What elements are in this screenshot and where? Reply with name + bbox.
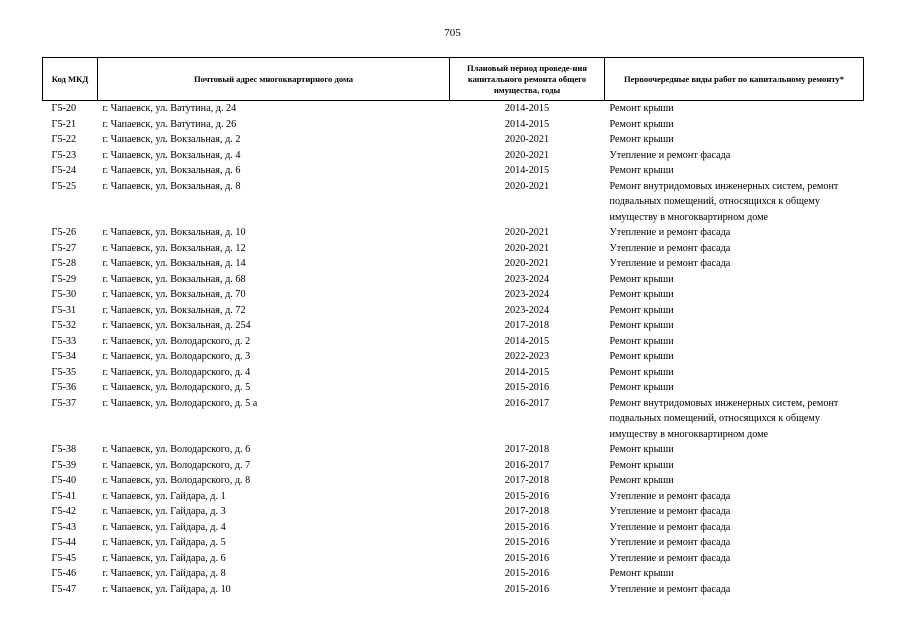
- header-address: Почтовый адрес многоквартирного дома: [98, 58, 450, 101]
- cell-works: Утепление и ремонт фасада: [609, 242, 731, 254]
- cell-address: г. Чапаевск, ул. Володарского, д. 7: [102, 459, 251, 471]
- cell-address: г. Чапаевск, ул. Вокзальная, д. 12: [102, 242, 246, 254]
- table-row: [43, 287, 864, 303]
- cell-period: 2022-2023: [504, 351, 550, 362]
- cell-period: 2017-2018: [504, 475, 550, 486]
- table-body: [43, 101, 864, 598]
- table-row: [43, 272, 864, 288]
- cell-works: Утепление и ремонт фасада: [609, 149, 731, 161]
- cell-address: г. Чапаевск, ул. Володарского, д. 5 а: [102, 397, 258, 409]
- table-row: [43, 520, 864, 536]
- cell-period: 2014-2015: [504, 335, 550, 347]
- cell-code: Г5-20: [51, 103, 77, 114]
- cell-period: 2014-2015: [504, 118, 550, 130]
- table-row: [43, 101, 864, 117]
- cell-period: 2015-2016: [504, 583, 550, 595]
- cell-period: 2020-2021: [504, 242, 550, 254]
- cell-code: Г5-27: [51, 242, 77, 254]
- cell-works: Ремонт внутридомовых инженерных систем, ремонт подвальных помещений, относящихся к общему имуществу в многоквартирном доме: [609, 397, 839, 440]
- cell-works: Утепление и ремонт фасада: [609, 537, 731, 548]
- cell-works: Ремонт крыши: [609, 382, 674, 393]
- cell-works: Ремонт крыши: [609, 351, 674, 362]
- cell-works: Ремонт крыши: [609, 459, 674, 471]
- cell-address: г. Чапаевск, ул. Гайдара, д. 8: [102, 568, 226, 579]
- cell-address: г. Чапаевск, ул. Гайдара, д. 5: [102, 537, 226, 548]
- cell-code: Г5-28: [51, 258, 77, 269]
- cell-period: 2014-2015: [504, 366, 550, 378]
- cell-works: Ремонт крыши: [609, 273, 674, 285]
- cell-address: г. Чапаевск, ул. Вокзальная, д. 8: [102, 180, 241, 192]
- cell-code: Г5-34: [51, 351, 77, 362]
- cell-works: Утепление и ремонт фасада: [609, 521, 731, 533]
- cell-code: Г5-47: [51, 583, 77, 595]
- cell-period: 2020-2021: [504, 134, 550, 145]
- header-works: Первоочередные виды работ по капитальному ремонту*: [605, 58, 864, 101]
- header-row: [43, 58, 864, 101]
- cell-code: Г5-41: [51, 490, 77, 502]
- cell-address: г. Чапаевск, ул. Вокзальная, д. 70: [102, 289, 246, 300]
- cell-address: г. Чапаевск, ул. Гайдара, д. 1: [102, 490, 226, 502]
- table-row: [43, 535, 864, 551]
- table-row: [43, 442, 864, 458]
- cell-code: Г5-37: [51, 397, 77, 409]
- cell-address: г. Чапаевск, ул. Володарского, д. 3: [102, 351, 251, 362]
- cell-code: Г5-38: [51, 444, 77, 455]
- cell-works: Ремонт крыши: [609, 118, 674, 130]
- cell-period: 2020-2021: [504, 258, 550, 269]
- table-row: [43, 396, 864, 443]
- cell-period: 2015-2016: [504, 490, 550, 502]
- cell-code: Г5-45: [51, 552, 77, 564]
- cell-code: Г5-40: [51, 475, 77, 486]
- cell-code: Г5-29: [51, 273, 77, 285]
- table-row: [43, 225, 864, 241]
- cell-period: 2020-2021: [504, 149, 550, 161]
- cell-code: Г5-42: [51, 506, 77, 517]
- cell-period: 2017-2018: [504, 506, 550, 517]
- table-header: [43, 58, 864, 101]
- cell-code: Г5-36: [51, 382, 77, 393]
- cell-code: Г5-30: [51, 289, 77, 300]
- cell-period: 2023-2024: [504, 289, 550, 300]
- table-row: [43, 241, 864, 257]
- cell-works: Ремонт крыши: [609, 289, 674, 300]
- cell-code: Г5-46: [51, 568, 77, 579]
- cell-works: Ремонт крыши: [609, 165, 674, 176]
- cell-code: Г5-24: [51, 165, 77, 176]
- cell-address: г. Чапаевск, ул. Володарского, д. 5: [102, 382, 251, 393]
- page-number: 705: [444, 27, 461, 39]
- cell-period: 2023-2024: [504, 304, 550, 316]
- table-row: [43, 365, 864, 381]
- table-row: [43, 163, 864, 179]
- cell-code: Г5-26: [51, 227, 77, 238]
- cell-address: г. Чапаевск, ул. Гайдара, д. 10: [102, 583, 231, 595]
- table-row: [43, 179, 864, 226]
- cell-works: Ремонт крыши: [609, 320, 674, 331]
- cell-address: г. Чапаевск, ул. Вокзальная, д. 14: [102, 258, 246, 269]
- cell-period: 2014-2015: [504, 165, 550, 176]
- cell-works: Ремонт крыши: [609, 568, 674, 579]
- repair-plan-table: [42, 57, 864, 597]
- cell-code: Г5-44: [51, 537, 77, 548]
- cell-address: г. Чапаевск, ул. Гайдара, д. 6: [102, 552, 226, 564]
- table-row: [43, 380, 864, 396]
- cell-period: 2020-2021: [504, 227, 550, 238]
- cell-works: Ремонт крыши: [609, 335, 674, 347]
- cell-works: Ремонт крыши: [609, 366, 674, 378]
- cell-code: Г5-39: [51, 459, 77, 471]
- cell-code: Г5-35: [51, 366, 77, 378]
- cell-code: Г5-32: [51, 320, 77, 331]
- cell-works: Ремонт крыши: [609, 444, 674, 455]
- cell-works: Ремонт крыши: [609, 304, 674, 316]
- cell-period: 2014-2015: [504, 103, 550, 114]
- cell-period: 2016-2017: [504, 397, 550, 409]
- cell-address: г. Чапаевск, ул. Володарского, д. 2: [102, 335, 251, 347]
- cell-period: 2020-2021: [504, 180, 550, 192]
- table-row: [43, 148, 864, 164]
- cell-period: 2017-2018: [504, 320, 550, 331]
- cell-works: Утепление и ремонт фасада: [609, 227, 731, 238]
- cell-works: Ремонт крыши: [609, 134, 674, 145]
- cell-address: г. Чапаевск, ул. Гайдара, д. 4: [102, 521, 226, 533]
- cell-address: г. Чапаевск, ул. Вокзальная, д. 4: [102, 149, 241, 161]
- cell-works: Утепление и ремонт фасада: [609, 506, 731, 517]
- cell-address: г. Чапаевск, ул. Володарского, д. 8: [102, 475, 251, 486]
- cell-period: 2023-2024: [504, 273, 550, 285]
- cell-works: Ремонт крыши: [609, 475, 674, 486]
- cell-address: г. Чапаевск, ул. Володарского, д. 4: [102, 366, 251, 378]
- table-row: [43, 489, 864, 505]
- cell-works: Утепление и ремонт фасада: [609, 552, 731, 564]
- cell-address: г. Чапаевск, ул. Вокзальная, д. 10: [102, 227, 246, 238]
- cell-works: Утепление и ремонт фасада: [609, 583, 731, 595]
- cell-code: Г5-33: [51, 335, 77, 347]
- cell-period: 2016-2017: [504, 459, 550, 471]
- cell-address: г. Чапаевск, ул. Вокзальная, д. 68: [102, 273, 246, 285]
- table-row: [43, 132, 864, 148]
- cell-period: 2015-2016: [504, 568, 550, 579]
- header-period: Плановый период проведе-ния капитального ремонта общего имущества, годы: [450, 58, 605, 101]
- cell-works: Ремонт крыши: [609, 103, 674, 114]
- cell-code: Г5-31: [51, 304, 77, 316]
- cell-address: г. Чапаевск, ул. Володарского, д. 6: [102, 444, 251, 455]
- cell-address: г. Чапаевск, ул. Вокзальная, д. 6: [102, 165, 241, 176]
- cell-code: Г5-22: [51, 134, 77, 145]
- table-row: [43, 318, 864, 334]
- cell-period: 2015-2016: [504, 382, 550, 393]
- cell-works: Утепление и ремонт фасада: [609, 258, 731, 269]
- table-row: [43, 473, 864, 489]
- table-row: [43, 458, 864, 474]
- header-code: Код МКД: [43, 58, 98, 101]
- cell-code: Г5-43: [51, 521, 77, 533]
- table-row: [43, 117, 864, 133]
- table-row: [43, 303, 864, 319]
- cell-address: г. Чапаевск, ул. Вокзальная, д. 72: [102, 304, 246, 316]
- cell-works: Утепление и ремонт фасада: [609, 490, 731, 502]
- cell-period: 2015-2016: [504, 552, 550, 564]
- cell-address: г. Чапаевск, ул. Гайдара, д. 3: [102, 506, 226, 517]
- cell-address: г. Чапаевск, ул. Вокзальная, д. 254: [102, 320, 251, 331]
- table-row: [43, 334, 864, 350]
- table-row: [43, 582, 864, 598]
- table-row: [43, 256, 864, 272]
- table-row: [43, 504, 864, 520]
- cell-address: г. Чапаевск, ул. Вокзальная, д. 2: [102, 134, 241, 145]
- cell-period: 2015-2016: [504, 521, 550, 533]
- table-row: [43, 566, 864, 582]
- cell-period: 2015-2016: [504, 537, 550, 548]
- table-row: [43, 551, 864, 567]
- table-row: [43, 349, 864, 365]
- cell-period: 2017-2018: [504, 444, 550, 455]
- cell-works: Ремонт внутридомовых инженерных систем, ремонт подвальных помещений, относящихся к общему имуществу в многоквартирном доме: [609, 180, 839, 223]
- cell-code: Г5-21: [51, 118, 77, 130]
- cell-code: Г5-25: [51, 180, 77, 192]
- cell-code: Г5-23: [51, 149, 77, 161]
- cell-address: г. Чапаевск, ул. Ватутина, д. 24: [102, 103, 237, 114]
- cell-address: г. Чапаевск, ул. Ватутина, д. 26: [102, 118, 237, 130]
